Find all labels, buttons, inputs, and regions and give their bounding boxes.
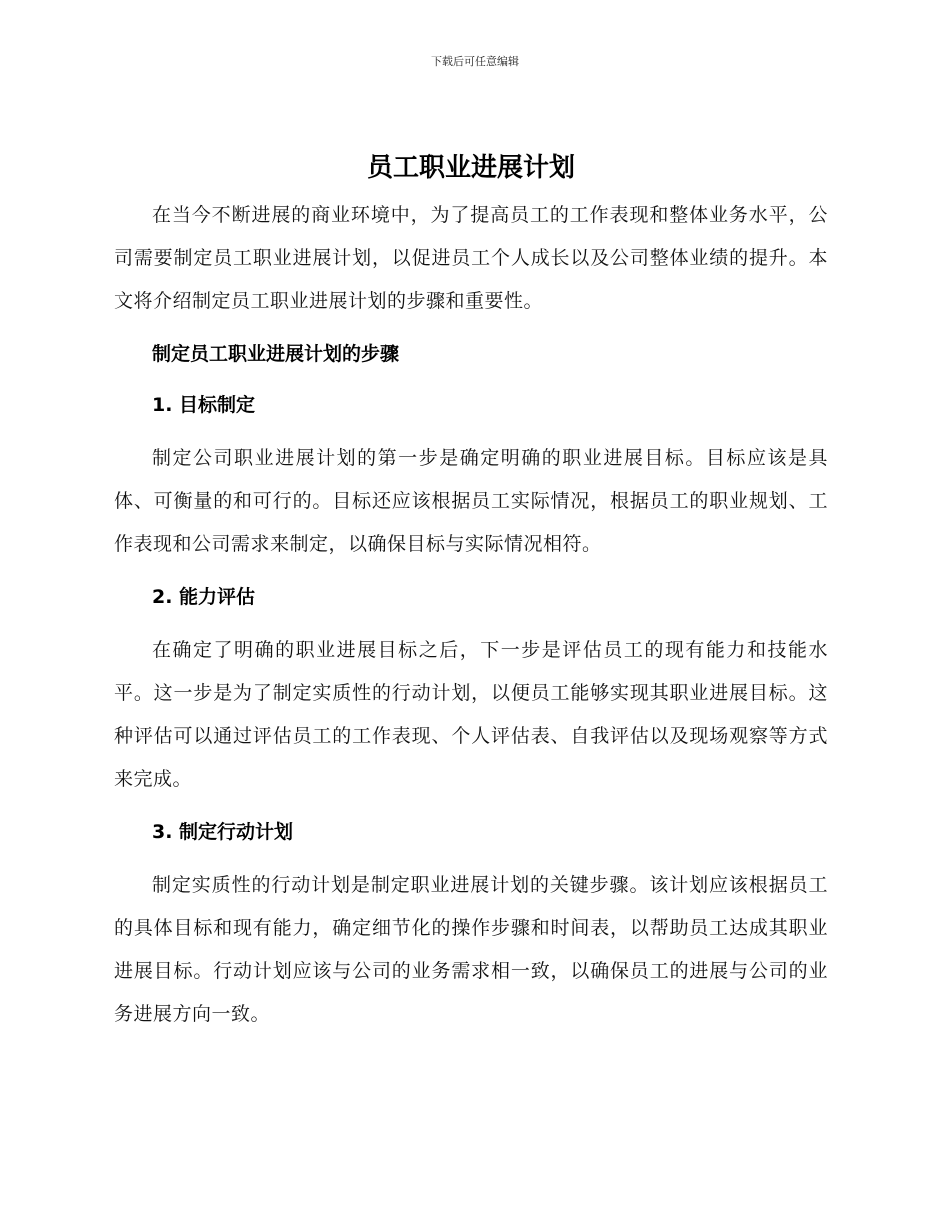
intro-paragraph: 在当今不断进展的商业环境中，为了提高员工的工作表现和整体业务水平，公司需要制定员工职业进展计划，以促进员工个人成长以及公司整体业绩的提升。本文将介绍制定员工职业进展计划的步骤和重要性。	[114, 204, 828, 312]
document-body	[114, 150, 828, 1048]
step-1-heading: 1. 目标制定	[152, 394, 256, 416]
step-2-heading: 2. 能力评估	[152, 586, 256, 608]
step-3-heading: 3. 制定行动计划	[152, 821, 294, 843]
section-heading: 制定员工职业进展计划的步骤	[152, 343, 400, 365]
step-2-paragraph: 在确定了明确的职业进展目标之后，下一步是评估员工的现有能力和技能水平。这一步是为了制定实质性的行动计划，以便员工能够实现其职业进展目标。这种评估可以通过评估员工的工作表现、个人评估表、自我评估以及现场观察等方式来完成。	[114, 639, 828, 790]
step-1-paragraph: 制定公司职业进展计划的第一步是确定明确的职业进展目标。目标应该是具体、可衡量的和可行的。目标还应该根据员工实际情况，根据员工的职业规划、工作表现和公司需求来制定，以确保目标与实际情况相符。	[114, 447, 828, 555]
header-note: 下载后可任意编辑	[431, 55, 519, 68]
step-3-paragraph: 制定实质性的行动计划是制定职业进展计划的关键步骤。该计划应该根据员工的具体目标和现有能力，确定细节化的操作步骤和时间表，以帮助员工达成其职业进展目标。行动计划应该与公司的业务需求相一致，以确保员工的进展与公司的业务进展方向一致。	[114, 874, 828, 1025]
document-title: 员工职业进展计划	[366, 153, 575, 183]
